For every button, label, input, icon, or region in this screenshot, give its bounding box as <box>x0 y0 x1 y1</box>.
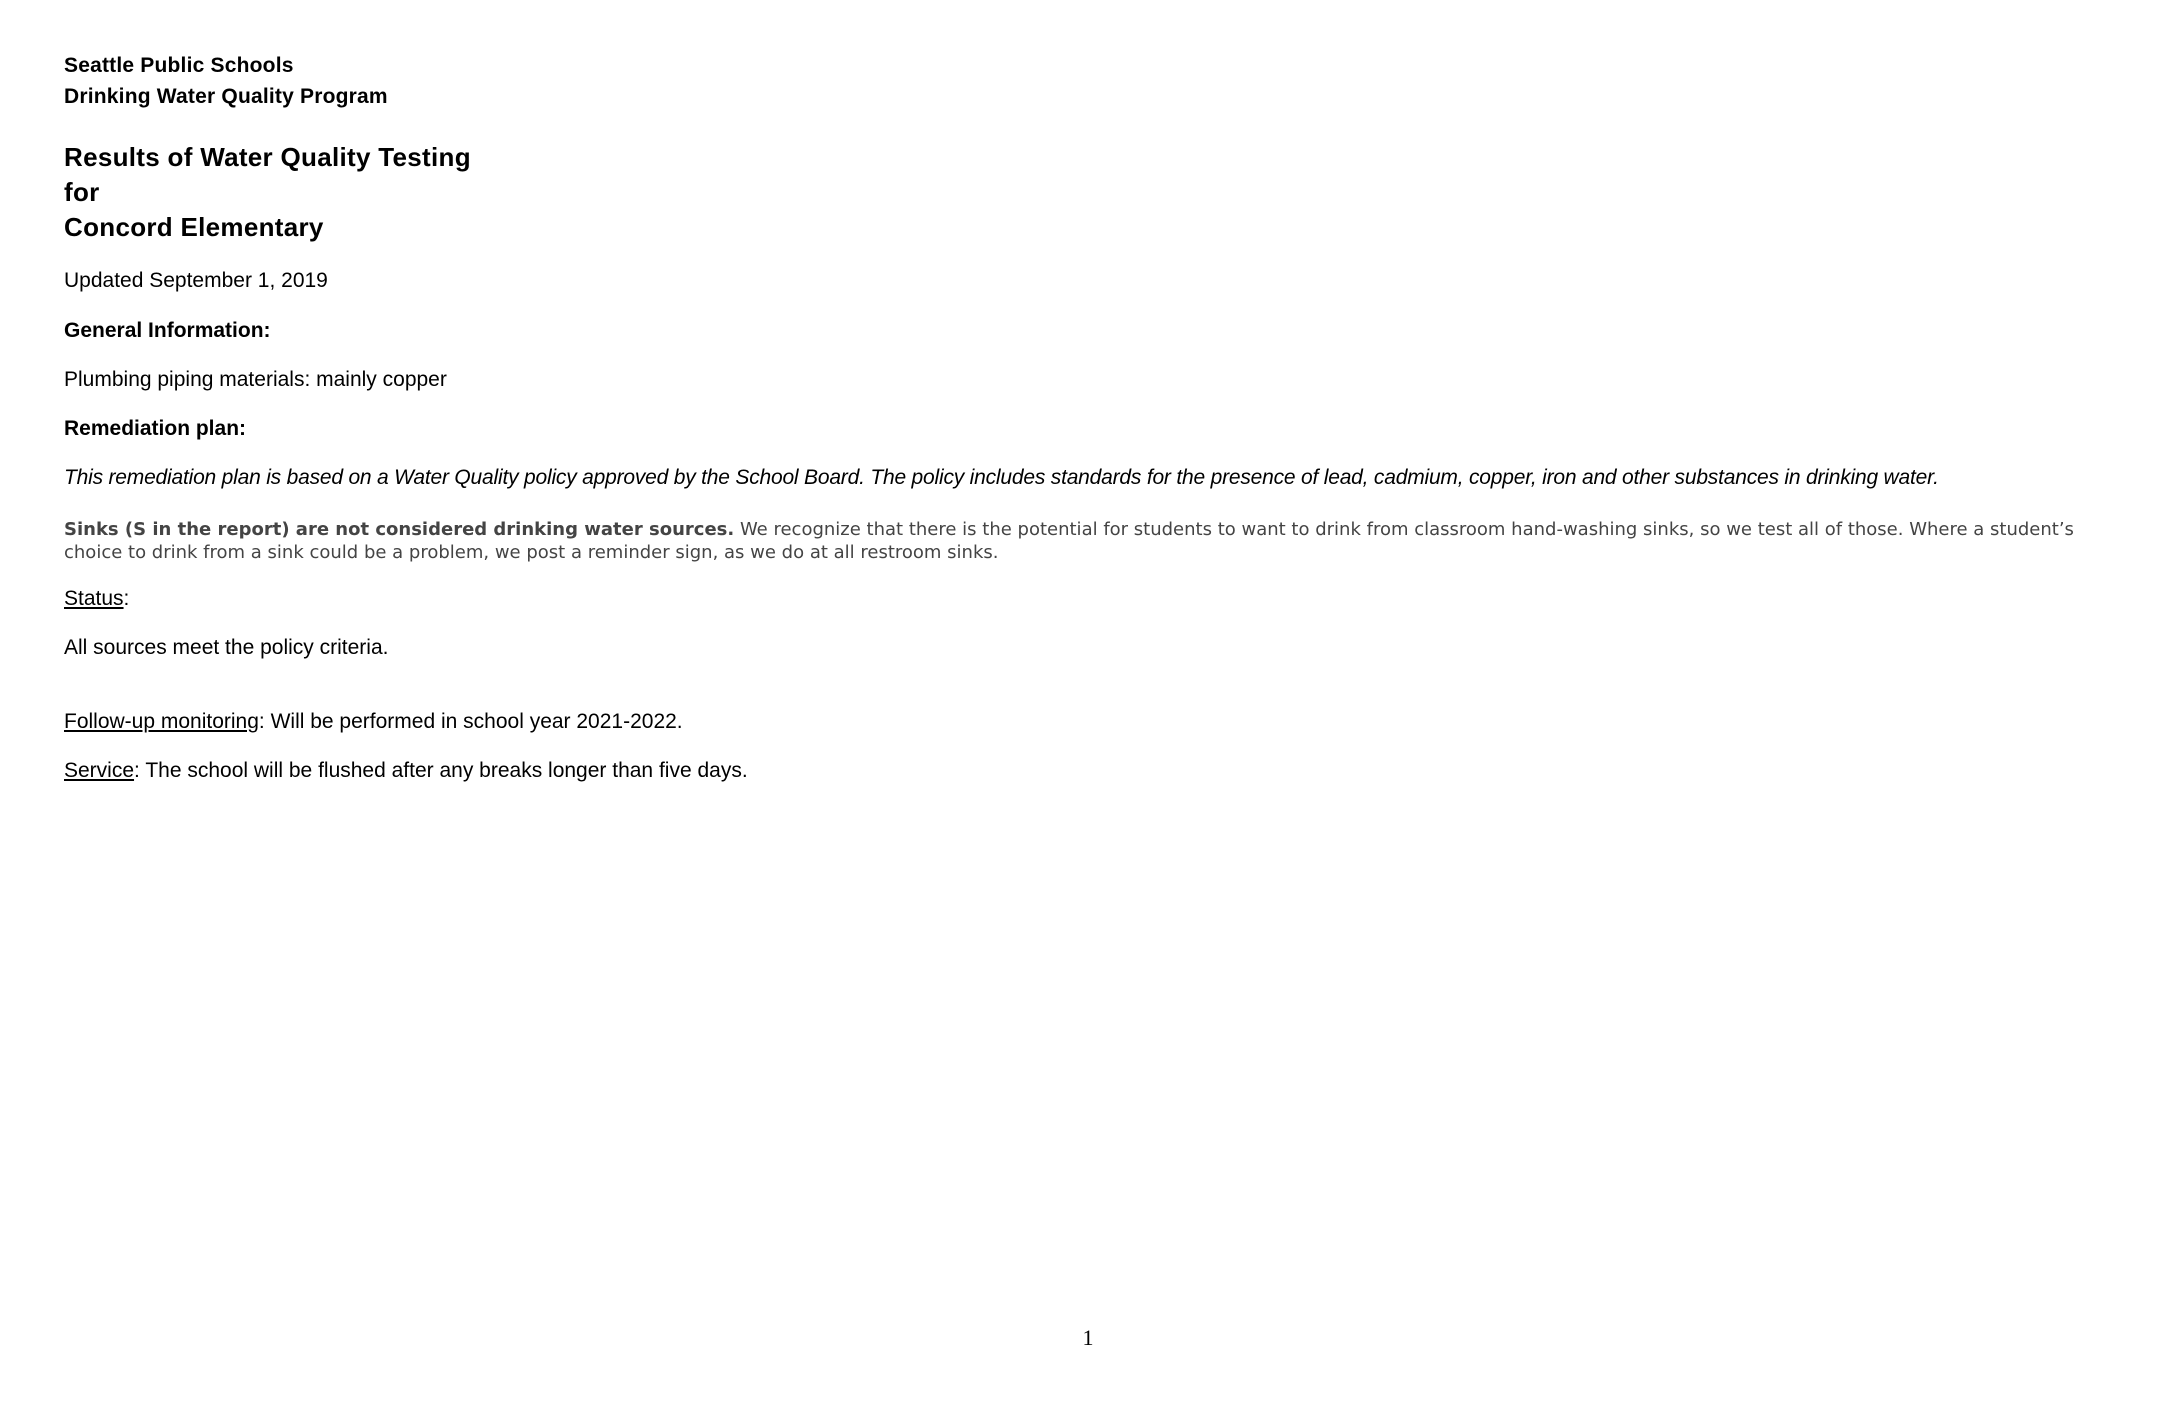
follow-up-label: Follow-up monitoring <box>64 710 259 733</box>
status-suffix: : <box>123 587 130 610</box>
plumbing-materials: Plumbing piping materials: mainly copper <box>64 368 447 391</box>
sinks-lead: Sinks (S in the report) are not considered drinking water sources. <box>64 519 735 540</box>
title-line-2: for <box>64 177 100 207</box>
title-line-1: Results of Water Quality Testing <box>64 142 471 172</box>
page-number: 1 <box>1082 1325 1094 1350</box>
follow-up-text: : Will be performed in school year 2021-2022. <box>258 710 683 733</box>
service-label: Service <box>64 759 135 782</box>
policy-statement: This remediation plan is based on a Water Quality policy approved by the School Board. The policy includes standards for the presence of lead, cadmium, copper, iron and other substances in drinking water. <box>64 466 1939 489</box>
general-info-heading: General Information: <box>64 319 271 342</box>
title-line-3: Concord Elementary <box>64 212 324 242</box>
service-text: : The school will be flushed after any breaks longer than five days. <box>134 759 748 782</box>
service-line <box>64 759 748 783</box>
status-text: All sources meet the policy criteria. <box>64 636 389 659</box>
org-header <box>64 50 388 112</box>
status-heading <box>64 587 129 611</box>
follow-up-line <box>64 710 683 734</box>
status-label: Status <box>64 587 124 610</box>
sinks-body: We recognize that there is the potential for students to want to drink from classroom hand-washing sinks, so we test all of those. Where a student’s choice to drink from a sink could be a problem, we post a reminder sign, as we do at all restroom sinks. <box>64 519 2074 563</box>
org-name: Seattle Public Schools <box>64 54 294 77</box>
remediation-heading: Remediation plan: <box>64 417 247 440</box>
document-title <box>64 140 471 245</box>
updated-date: Updated September 1, 2019 <box>64 269 328 292</box>
program-name: Drinking Water Quality Program <box>64 85 388 108</box>
sinks-paragraph <box>64 518 2124 564</box>
